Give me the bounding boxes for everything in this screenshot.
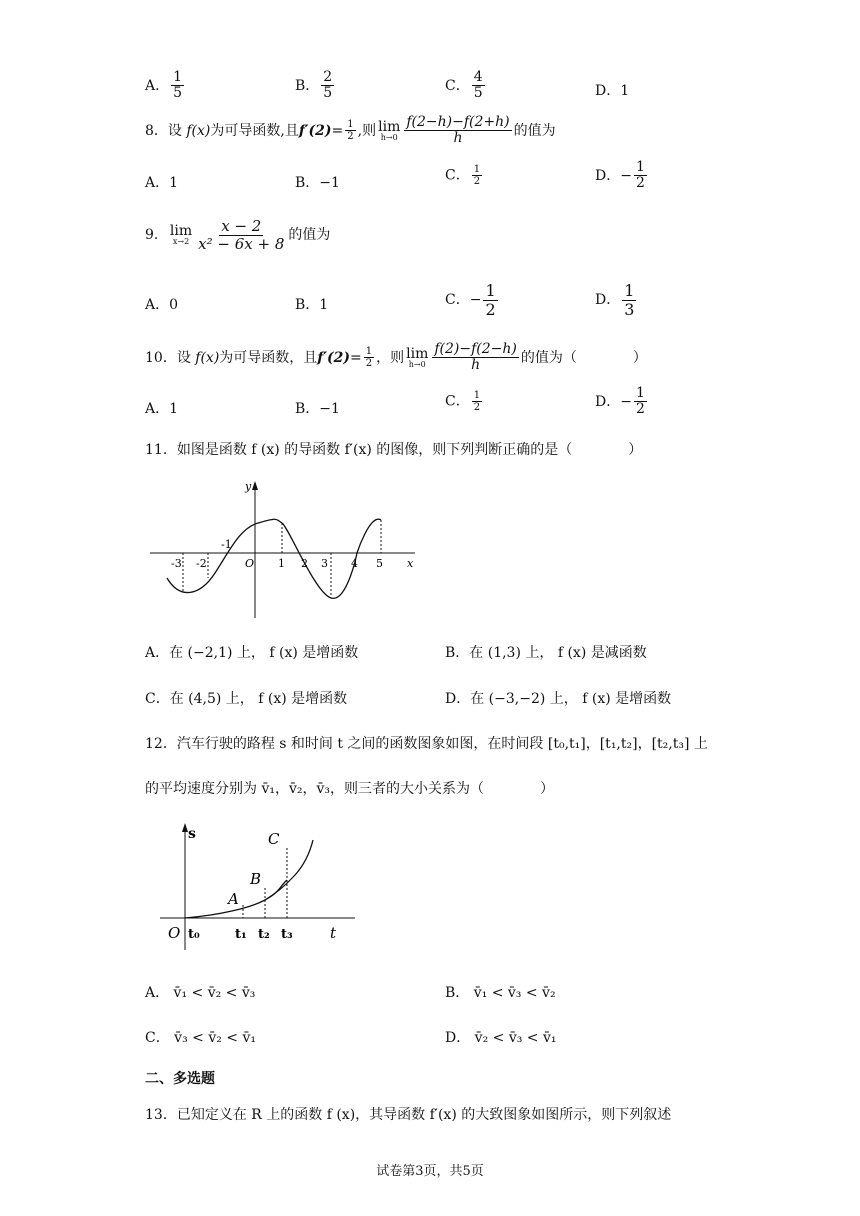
s-label: s: [188, 826, 196, 842]
x-label: x: [407, 557, 414, 570]
q13-stem: 13．已知定义在 R 上的函数 f (x)，其导函数 f′(x) 的大致图象如图所示，则下列叙述: [145, 1107, 672, 1123]
tick-t0: t₀: [188, 927, 200, 942]
tick-t3: t₃: [281, 927, 293, 942]
q9-option-c: C．− $\frac{1}{2}$: [445, 281, 496, 319]
tick-t1: t₁: [235, 927, 247, 942]
q12-option-c: C． v̄₃ < v̄₂ < v̄₁: [145, 1030, 256, 1046]
q11-option-c: C．在 (4,5) 上， f (x) 是增函数: [145, 691, 348, 707]
page-footer: 试卷第3页，共5页: [376, 1164, 484, 1179]
tick-4: 4: [351, 557, 358, 570]
q9-option-b: B．1: [295, 297, 329, 313]
y-arrow: [252, 481, 258, 490]
t-label: t: [330, 924, 337, 942]
tick-5: 5: [376, 557, 383, 570]
q11-option-a: A．在 (−2,1) 上， f (x) 是增函数: [145, 645, 359, 661]
tick-2: 2: [301, 557, 308, 570]
q12-stem-line1: 12．汽车行驶的路程 s 和时间 t 之间的函数图象如图，在时间段 [t₀,t₁]，[t₁,t₂]，[t₂,t₃] 上: [145, 736, 708, 752]
point-a: A: [228, 890, 239, 908]
q10-option-a: A．1: [145, 401, 179, 417]
tick-minus2: -2: [196, 557, 207, 570]
tick-3: 3: [321, 557, 328, 570]
q12-option-a: A． v̄₁ < v̄₂ < v̄₃: [145, 985, 256, 1001]
point-b: B: [250, 870, 262, 888]
q8-option-b: B．−1: [295, 175, 340, 191]
q10-stem: 10．设 f(x)为可导函数，且f′(2)= $\frac{1}{2}$ ，则 lim h→0 $\frac{f(2)-f(2-h)}{h}$ 的值为（ ）: [145, 341, 647, 374]
q7-option-d: D．1: [595, 83, 630, 99]
q8-option-a: A．1: [145, 175, 179, 191]
section-multiple-choice: 二、多选题: [145, 1071, 215, 1087]
s-curve-part2: [265, 840, 313, 900]
tick-1: 1: [278, 557, 285, 570]
q9-option-a: A．0: [145, 297, 179, 313]
q8-stem: 8．设 f(x)为可导函数,且f′(2)= $\frac{1}{2}$ ,则 lim h→0 $\frac{f(2-h)-f(2+h)}{h}$ 的值为: [145, 114, 556, 147]
q11-option-d: D．在 (−3,−2) 上， f (x) 是增函数: [445, 691, 672, 707]
tick-minus3: -3: [171, 557, 182, 570]
q8-option-d: D．− $\frac{1}{2}$: [595, 159, 645, 192]
q11-derivative-graph: [145, 478, 425, 623]
q9-stem: 9． lim x→2 $\frac{x - 2}{\text{x² − 6x + 8}}$ 的值为: [145, 217, 331, 253]
tick-t2: t₂: [258, 927, 270, 942]
point-c: C: [268, 830, 280, 848]
q7-option-a: A． $\frac{1}{5}$: [145, 69, 183, 102]
q12-stem-line2: 的平均速度分别为 v̄₁，v̄₂，v̄₃，则三者的大小关系为（ ）: [145, 781, 555, 797]
q7-option-c: C． $\frac{4}{5}$: [445, 69, 483, 102]
q12-distance-time-graph: [150, 820, 365, 955]
q12-option-d: D． v̄₂ < v̄₃ < v̄₁: [445, 1030, 557, 1046]
origin-label: O: [245, 557, 255, 570]
tick-minus1: -1: [221, 538, 232, 551]
q9-option-d: D． $\frac{1}{3}$: [595, 281, 635, 319]
q10-option-b: B．−1: [295, 401, 340, 417]
q11-option-b: B．在 (1,3) 上， f (x) 是减函数: [445, 645, 647, 661]
q8-option-c: C． $\frac{1}{2}$: [445, 164, 481, 187]
q10-option-c: C． $\frac{1}{2}$: [445, 390, 481, 413]
q12-option-b: B． v̄₁ < v̄₃ < v̄₂: [445, 985, 556, 1001]
q11-stem: 11．如图是函数 f (x) 的导函数 f′(x) 的图像，则下列判断正确的是（ ）: [145, 442, 643, 458]
y-label: y: [245, 480, 252, 493]
q10-option-d: D．− $\frac{1}{2}$: [595, 385, 645, 418]
q7-option-b: B． $\frac{2}{5}$: [295, 69, 333, 102]
origin-o: O: [168, 924, 181, 942]
